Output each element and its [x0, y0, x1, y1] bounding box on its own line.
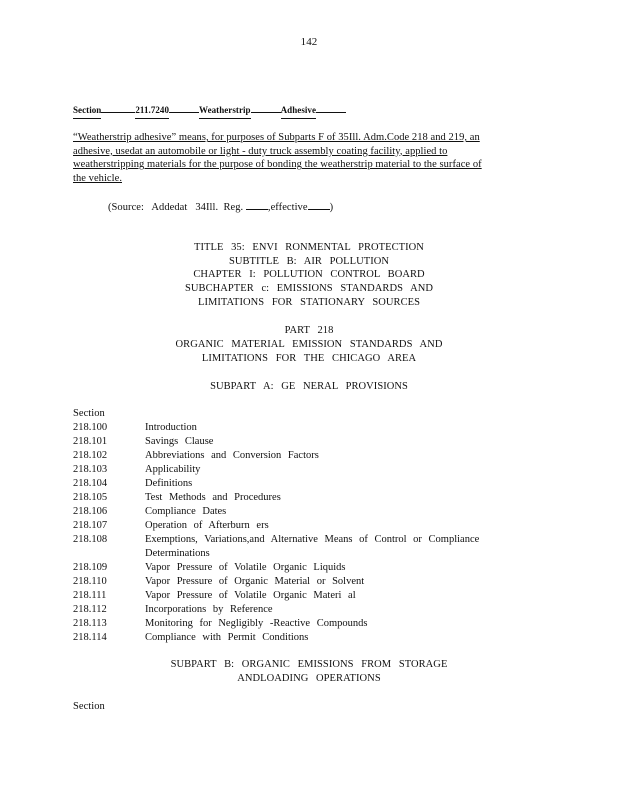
section-title-word1: Weatherstrip — [199, 104, 251, 119]
toc-entry-title: Vapor Pressure of Volatile Organic Materi al — [145, 590, 356, 601]
subpart-b-line-2: ANDLOADING OPERATIONS — [237, 673, 381, 684]
toc-entry-number: 218.113 — [73, 618, 107, 629]
source-suffix: ) — [329, 202, 334, 213]
blank-line — [246, 200, 268, 210]
toc-section-label-2: Section — [73, 701, 105, 712]
toc-entry-number: 218.112 — [73, 604, 107, 615]
source-note — [108, 200, 333, 214]
section-number: 211.7240 — [135, 104, 169, 119]
part-line-3: LIMITATIONS FOR THE CHICAGO AREA — [201, 353, 417, 364]
toc-entry-title: Exemptions, Variations,and Alternative Means of Control or Compliance — [145, 534, 480, 545]
blank-line — [308, 200, 330, 210]
toc-entry-number: 218.108 — [73, 534, 108, 545]
page-number: 142 — [300, 36, 318, 48]
toc-entry-number: 218.103 — [73, 464, 108, 475]
definition-line-4: the vehicle. — [73, 172, 122, 184]
definition-line-2: adhesive, usedat an automobile or light - duty truck assembly coating facility, applied to — [73, 145, 448, 157]
source-middle: ,effective — [267, 202, 308, 213]
toc-entry-number: 218.105 — [73, 492, 108, 503]
toc-entry-title: Monitoring for Negligibly -Reactive Compounds — [145, 618, 368, 629]
toc-entry-number: 218.110 — [73, 576, 107, 587]
title-line-4: SUBCHAPTER c: EMISSIONS STANDARDS AND — [185, 283, 433, 294]
toc-entry-number: 218.100 — [73, 422, 108, 433]
title-line-1: TITLE 35: ENVI RONMENTAL PROTECTION — [194, 242, 424, 253]
toc-entry-title: Compliance Dates — [145, 506, 227, 517]
toc-entry-number: 218.111 — [73, 590, 107, 601]
toc-entry-title: Abbreviations and Conversion Factors — [145, 450, 319, 461]
title-line-2: SUBTITLE B: AIR POLLUTION — [228, 256, 390, 267]
toc-entry-number: 218.101 — [73, 436, 108, 447]
subpart-a-heading: SUBPART A: GE NERAL PROVISIONS — [210, 381, 408, 392]
section-label: Section — [73, 104, 101, 119]
toc-entry-number: 218.109 — [73, 562, 108, 573]
section-heading — [73, 104, 346, 119]
definition-line-3: weatherstripping materials for the purpose of bonding the weatherstrip material to the surface of — [73, 159, 482, 171]
toc-entry-number: 218.107 — [73, 520, 108, 531]
toc-entry-number: 218.114 — [73, 632, 107, 643]
toc-entry-title: Applicability — [145, 464, 201, 475]
subpart-b-line-1: SUBPART B: ORGANIC EMISSIONS FROM STORAGE — [170, 659, 448, 670]
part-line-1: PART 218 — [284, 325, 334, 336]
toc-entry-title: Introduction — [145, 422, 197, 433]
source-prefix: (Source: Addedat 34Ill. Reg. — [108, 202, 244, 213]
definition-line-1: “Weatherstrip adhesive” means, for purposes of Subparts F of 35Ill. Adm.Code 218 and 219, an — [73, 132, 480, 143]
toc-entry-title: Savings Clause — [145, 436, 214, 447]
section-title-word2: Adhesive — [281, 104, 316, 119]
toc-entry-title: Definitions — [145, 478, 193, 489]
toc-entry-title: Vapor Pressure of Organic Material or Solvent — [145, 576, 365, 587]
part-line-2: ORGANIC MATERIAL EMISSION STANDARDS AND — [175, 339, 443, 350]
toc-entry-title: Vapor Pressure of Volatile Organic Liquids — [145, 562, 346, 573]
toc-entry-title: Compliance with Permit Conditions — [145, 632, 309, 643]
title-line-3: CHAPTER I: POLLUTION CONTROL BOARD — [193, 269, 425, 280]
toc-entry-number: 218.106 — [73, 506, 108, 517]
toc-entry-number: 218.102 — [73, 450, 108, 461]
toc-section-label: Section — [73, 408, 105, 419]
toc-entry-title: Test Methods and Procedures — [145, 492, 281, 503]
title-line-5: LIMITATIONS FOR STATIONARY SOURCES — [197, 297, 421, 308]
toc-entry-title: Determinations — [145, 548, 210, 559]
toc-entry-title: Operation of Afterburn ers — [145, 520, 269, 531]
toc-entry-number: 218.104 — [73, 478, 108, 489]
toc-entry-title: Incorporations by Reference — [145, 604, 273, 615]
definition-paragraph — [73, 131, 539, 185]
